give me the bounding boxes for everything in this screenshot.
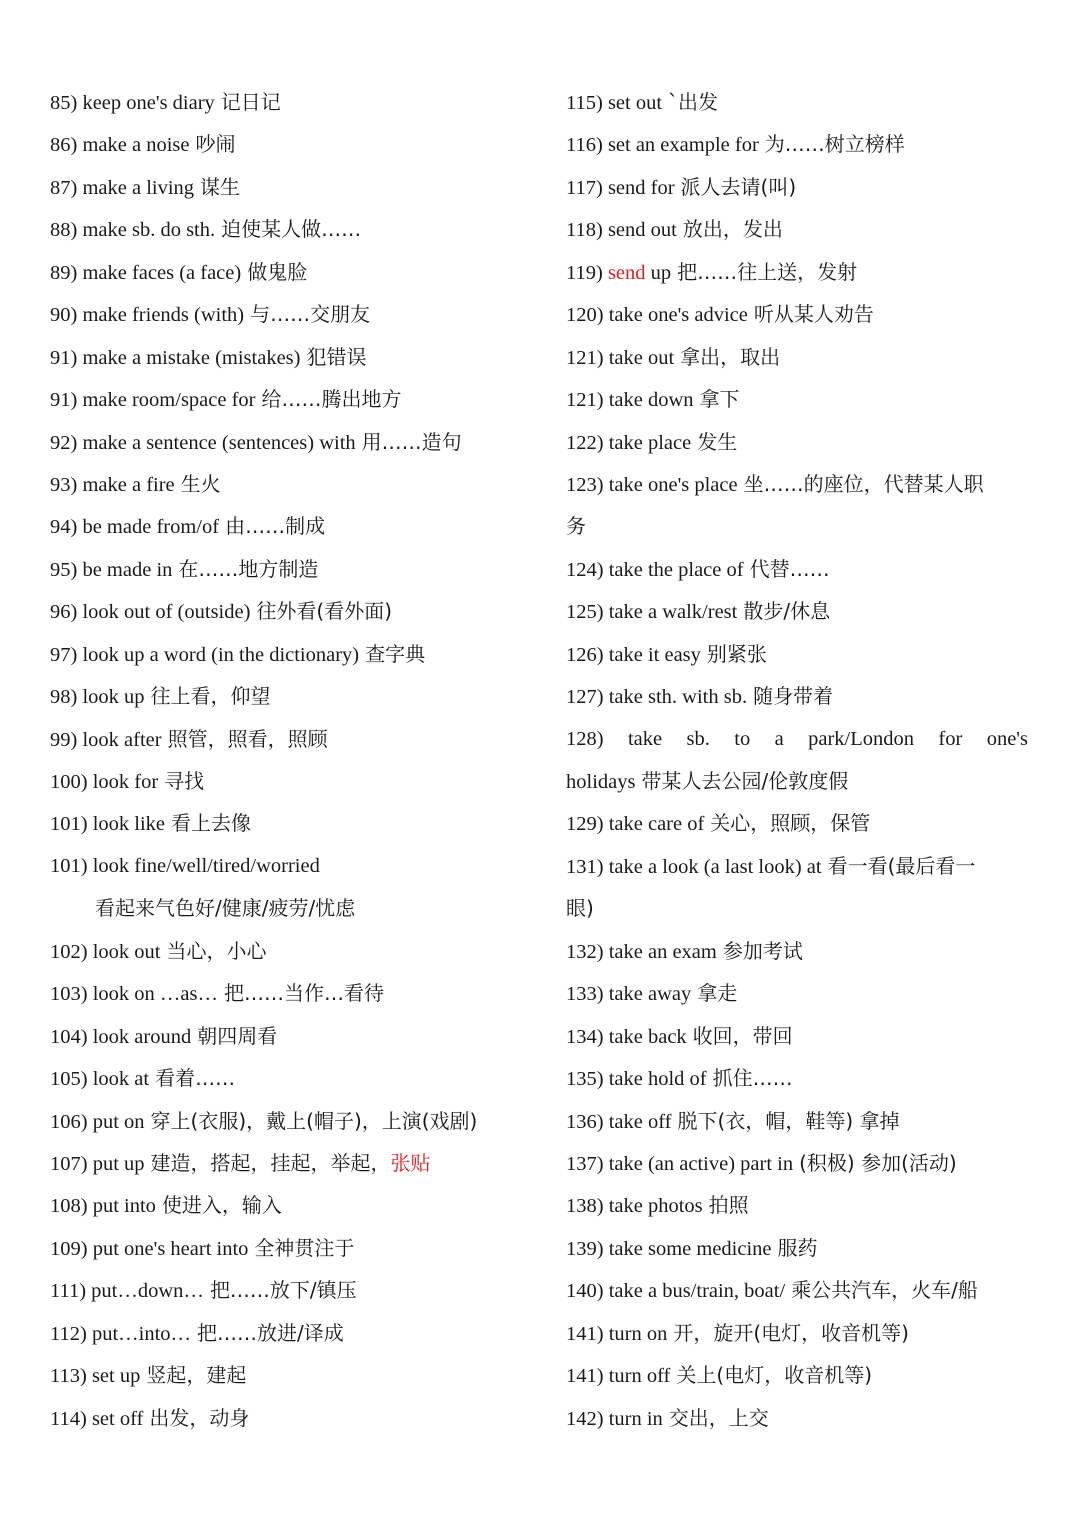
phrase-chinese: 抓住…… bbox=[712, 1066, 793, 1091]
phrase-chinese: 交出，上交 bbox=[668, 1405, 769, 1430]
phrase-english: 121) take down bbox=[566, 389, 694, 412]
phrase-entry bbox=[50, 1100, 540, 1142]
phrase-chinese: 散步/休息 bbox=[743, 599, 831, 624]
phrase-english: 103) look on …as… bbox=[50, 983, 218, 1006]
phrase-entry bbox=[50, 675, 540, 717]
phrase-chinese: 由……制成 bbox=[225, 514, 326, 539]
phrase-chinese: 在……地方制造 bbox=[178, 556, 319, 581]
phrase-english: 123) take one's place bbox=[566, 473, 738, 496]
phrase-entry bbox=[566, 590, 1036, 632]
phrase-entry bbox=[566, 972, 1036, 1014]
phrase-entry bbox=[566, 251, 1036, 293]
phrase-entry bbox=[566, 1142, 1036, 1184]
phrase-chinese: 带某人去公园/伦敦度假 bbox=[641, 769, 849, 793]
phrase-word: one's bbox=[986, 727, 1028, 750]
phrase-chinese: 坐……的座位，代替某人职 bbox=[743, 471, 984, 496]
right-column bbox=[566, 81, 1036, 1439]
phrase-english: 124) take the place of bbox=[566, 558, 744, 581]
phrase-chinese: 把……放进/译成 bbox=[197, 1320, 344, 1345]
phrase-chinese: 吵闹 bbox=[195, 132, 236, 157]
phrase-chinese: 务 bbox=[566, 514, 586, 539]
phrase-chinese: (积极) 参加(活动) bbox=[799, 1150, 957, 1175]
phrase-english: 107) put up bbox=[50, 1152, 145, 1175]
phrase-chinese: 用……造句 bbox=[361, 429, 462, 454]
phrase-english: 91) make room/space for bbox=[50, 389, 256, 412]
phrase-entry bbox=[50, 1397, 540, 1439]
phrase-entry bbox=[50, 421, 540, 463]
phrase-chinese: 把……放下/镇压 bbox=[209, 1278, 357, 1303]
phrase-entry bbox=[50, 718, 540, 760]
phrase-entry bbox=[566, 1015, 1036, 1057]
phrase-english: 116) set an example for bbox=[566, 134, 759, 157]
phrase-english: 114) set off bbox=[50, 1407, 144, 1430]
phrase-english: 129) take care of bbox=[566, 813, 705, 836]
phrase-english: 121) take out bbox=[566, 346, 675, 369]
phrase-english: 122) take place bbox=[566, 431, 692, 454]
phrase-entry bbox=[50, 166, 540, 208]
phrase-english: 101) look fine/well/tired/worried bbox=[50, 854, 320, 877]
phrase-english: 132) take an exam bbox=[566, 940, 717, 963]
phrase-english: 89) make faces (a face) bbox=[50, 261, 242, 284]
phrase-number: 119) bbox=[566, 261, 608, 284]
phrase-entry bbox=[50, 1227, 540, 1269]
phrase-entry bbox=[566, 1312, 1036, 1354]
phrase-chinese: 往上看，仰望 bbox=[150, 684, 271, 709]
phrase-chinese: 犯错误 bbox=[306, 344, 367, 369]
phrase-entry bbox=[50, 548, 540, 590]
phrase-english: 108) put into bbox=[50, 1195, 156, 1218]
phrase-chinese: 脱下(衣，帽，鞋等) 拿掉 bbox=[677, 1108, 900, 1133]
phrase-chinese: 代替…… bbox=[749, 556, 830, 581]
phrase-entry bbox=[50, 760, 540, 802]
phrase-word: take bbox=[627, 727, 663, 750]
phrase-english: 85) keep one's diary bbox=[50, 92, 215, 114]
phrase-entry bbox=[50, 378, 540, 420]
phrase-english: 111) put…down… bbox=[50, 1280, 204, 1303]
phrase-english: 96) look out of (outside) bbox=[50, 601, 251, 624]
phrase-english: 88) make sb. do sth. bbox=[50, 219, 216, 242]
phrase-english: 93) make a fire bbox=[50, 473, 175, 496]
phrase-english: 90) make friends (with) bbox=[50, 304, 245, 327]
phrase-entry bbox=[566, 930, 1036, 972]
phrase-entry bbox=[566, 1184, 1036, 1226]
phrase-entry bbox=[566, 1354, 1036, 1396]
phrase-entry bbox=[50, 123, 540, 165]
phrase-english: 126) take it easy bbox=[566, 643, 701, 666]
phrase-chinese: 记日记 bbox=[220, 90, 281, 114]
phrase-english: up bbox=[645, 261, 672, 284]
phrase-english: 139) take some medicine bbox=[566, 1237, 772, 1260]
phrase-entry bbox=[50, 1015, 540, 1057]
phrase-entry bbox=[566, 718, 1028, 760]
phrase-entry bbox=[50, 1142, 540, 1184]
phrase-english: 138) take photos bbox=[566, 1195, 703, 1218]
phrase-entry bbox=[50, 930, 540, 972]
phrase-english: 137) take (an active) part in bbox=[566, 1152, 794, 1175]
phrase-highlight: send bbox=[607, 261, 646, 284]
phrase-entry bbox=[50, 845, 540, 887]
phrase-entry bbox=[50, 293, 540, 335]
phrase-chinese: `出发 bbox=[668, 90, 719, 114]
phrase-english: 97) look up a word (in the dictionary) bbox=[50, 643, 360, 666]
phrase-chinese: 把……往上送，发射 bbox=[677, 259, 858, 284]
phrase-entry bbox=[50, 1057, 540, 1099]
phrase-english: 105) look at bbox=[50, 1068, 150, 1091]
phrase-entry bbox=[50, 505, 540, 547]
phrase-entry bbox=[566, 421, 1036, 463]
phrase-english: 104) look around bbox=[50, 1025, 192, 1048]
phrase-english: 141) turn off bbox=[566, 1365, 671, 1388]
phrase-entry bbox=[566, 293, 1036, 335]
phrase-word: sb. bbox=[686, 727, 710, 750]
phrase-chinese: 全神贯注于 bbox=[254, 1235, 355, 1260]
phrase-english: 136) take off bbox=[566, 1110, 672, 1133]
phrase-chinese: 当心，小心 bbox=[166, 938, 267, 963]
phrase-english: 106) put on bbox=[50, 1110, 145, 1133]
phrase-english: holidays bbox=[566, 771, 636, 793]
phrase-chinese: 做鬼脸 bbox=[247, 259, 308, 284]
phrase-word: to bbox=[734, 727, 751, 750]
phrase-chinese: 看上去像 bbox=[171, 811, 252, 836]
phrase-entry bbox=[50, 208, 540, 250]
phrase-english: 87) make a living bbox=[50, 176, 195, 199]
phrase-chinese: 给……腾出地方 bbox=[261, 387, 402, 412]
phrase-entry bbox=[50, 81, 540, 123]
phrase-english: 113) set up bbox=[50, 1365, 141, 1388]
phrase-english: 112) put…into… bbox=[50, 1322, 192, 1345]
phrase-entry bbox=[566, 336, 1036, 378]
phrase-chinese: 与……交朋友 bbox=[250, 302, 371, 327]
phrase-entry bbox=[566, 1397, 1036, 1439]
phrase-english: 95) be made in bbox=[50, 558, 173, 581]
phrase-entry bbox=[566, 887, 1036, 929]
phrase-chinese: 看一看(最后看一 bbox=[827, 853, 976, 878]
phrase-word: a bbox=[774, 727, 784, 750]
phrase-chinese: 照管，照看，照顾 bbox=[167, 726, 328, 751]
phrase-chinese: 谋生 bbox=[200, 174, 241, 199]
phrase-entry bbox=[566, 548, 1036, 590]
phrase-entry bbox=[50, 1184, 540, 1226]
phrase-english: 118) send out bbox=[566, 219, 677, 242]
phrase-entry bbox=[566, 802, 1036, 844]
phrase-chinese: 穿上(衣服)，戴上(帽子)，上演(戏剧) bbox=[150, 1108, 478, 1133]
phrase-english: 86) make a noise bbox=[50, 134, 190, 157]
phrase-chinese-highlight: 张贴 bbox=[390, 1150, 431, 1175]
phrase-chinese: 服药 bbox=[777, 1235, 818, 1260]
phrase-english: 125) take a walk/rest bbox=[566, 601, 738, 624]
phrase-chinese: 寻找 bbox=[164, 769, 205, 793]
phrase-chinese: 把……当作…看待 bbox=[223, 981, 384, 1006]
phrase-chinese: 迫使某人做…… bbox=[221, 217, 362, 242]
phrase-chinese: 使进入，输入 bbox=[161, 1193, 282, 1218]
phrase-entry bbox=[50, 463, 540, 505]
left-column bbox=[50, 81, 540, 1439]
phrase-chinese: 发生 bbox=[697, 429, 738, 454]
phrase-chinese: 关上(电灯，收音机等) bbox=[676, 1363, 872, 1388]
phrase-entry bbox=[50, 633, 540, 675]
phrase-chinese: 为……树立榜样 bbox=[764, 132, 905, 157]
phrase-english: 141) turn on bbox=[566, 1322, 668, 1345]
phrase-chinese: 眼) bbox=[566, 896, 594, 921]
phrase-chinese: 看起来气色好/健康/疲劳/忧虑 bbox=[95, 896, 356, 921]
phrase-chinese: 拍照 bbox=[708, 1193, 749, 1218]
phrase-word: 128) bbox=[566, 727, 604, 750]
phrase-english: 131) take a look (a last look) at bbox=[566, 855, 822, 878]
phrase-word: for bbox=[938, 727, 963, 750]
phrase-english: 100) look for bbox=[50, 771, 159, 793]
phrase-chinese: 朝四周看 bbox=[197, 1023, 278, 1048]
phrase-chinese: 查字典 bbox=[365, 641, 426, 666]
phrase-entry bbox=[566, 1057, 1036, 1099]
phrase-chinese: 竖起，建起 bbox=[146, 1363, 247, 1388]
phrase-english: 142) turn in bbox=[566, 1407, 663, 1430]
phrase-chinese: 派人去请(叫) bbox=[680, 174, 797, 199]
phrase-entry bbox=[566, 1100, 1036, 1142]
phrase-entry bbox=[566, 81, 1036, 123]
phrase-entry bbox=[50, 887, 540, 929]
phrase-chinese: 生火 bbox=[180, 471, 221, 496]
phrase-entry bbox=[50, 972, 540, 1014]
phrase-entry bbox=[566, 463, 1036, 505]
phrase-entry bbox=[566, 633, 1036, 675]
phrase-chinese: 出发，动身 bbox=[149, 1405, 250, 1430]
phrase-english: 135) take hold of bbox=[566, 1068, 707, 1091]
phrase-chinese: 乘公共汽车，火车/船 bbox=[791, 1278, 978, 1303]
phrase-chinese: 听从某人劝告 bbox=[753, 302, 874, 327]
phrase-chinese: 别紧张 bbox=[706, 641, 767, 666]
phrase-entry bbox=[566, 208, 1036, 250]
phrase-chinese: 建造，搭起，挂起，举起， bbox=[150, 1150, 391, 1175]
phrase-chinese: 拿出，取出 bbox=[680, 344, 781, 369]
phrase-chinese: 参加考试 bbox=[722, 938, 803, 963]
phrase-chinese: 放出，发出 bbox=[682, 217, 783, 242]
phrase-entry bbox=[566, 505, 1036, 547]
phrase-entry bbox=[50, 1312, 540, 1354]
phrase-entry bbox=[50, 1269, 540, 1311]
phrase-chinese: 开，旋开(电灯，收音机等) bbox=[673, 1320, 909, 1345]
phrase-entry bbox=[566, 1269, 1036, 1311]
phrase-english: 101) look like bbox=[50, 813, 166, 836]
phrase-english: 117) send for bbox=[566, 176, 675, 199]
phrase-english: 140) take a bus/train, boat/ bbox=[566, 1280, 786, 1303]
phrase-word: park/London bbox=[808, 727, 915, 750]
phrase-english: 94) be made from/of bbox=[50, 516, 220, 539]
phrase-english: 134) take back bbox=[566, 1025, 687, 1048]
phrase-entry bbox=[566, 378, 1036, 420]
phrase-english: 109) put one's heart into bbox=[50, 1237, 249, 1260]
phrase-english: 92) make a sentence (sentences) with bbox=[50, 431, 356, 454]
phrase-english: 99) look after bbox=[50, 728, 162, 751]
phrase-entry bbox=[566, 123, 1036, 165]
phrase-entry bbox=[566, 675, 1036, 717]
phrase-entry bbox=[50, 590, 540, 632]
phrase-entry bbox=[50, 336, 540, 378]
phrase-entry bbox=[566, 845, 1036, 887]
phrase-chinese: 关心，照顾，保管 bbox=[710, 811, 871, 836]
phrase-chinese: 看着…… bbox=[155, 1066, 236, 1091]
phrase-english: 115) set out bbox=[566, 92, 663, 114]
phrase-entry bbox=[566, 760, 1036, 802]
phrase-chinese: 拿走 bbox=[697, 981, 738, 1006]
phrase-english: 133) take away bbox=[566, 983, 692, 1006]
phrase-english: 127) take sth. with sb. bbox=[566, 686, 748, 709]
phrase-chinese: 随身带着 bbox=[753, 684, 834, 709]
phrase-entry bbox=[566, 1227, 1036, 1269]
phrase-entry bbox=[50, 251, 540, 293]
phrase-english: 120) take one's advice bbox=[566, 304, 748, 327]
phrase-english: 102) look out bbox=[50, 940, 161, 963]
phrase-chinese: 收回，带回 bbox=[692, 1023, 793, 1048]
phrase-entry bbox=[50, 1354, 540, 1396]
phrase-entry bbox=[50, 802, 540, 844]
phrase-chinese: 拿下 bbox=[699, 387, 740, 412]
phrase-english: 98) look up bbox=[50, 686, 145, 709]
phrase-entry bbox=[566, 166, 1036, 208]
phrase-english: 91) make a mistake (mistakes) bbox=[50, 346, 301, 369]
phrase-chinese: 往外看(看外面) bbox=[256, 599, 393, 624]
